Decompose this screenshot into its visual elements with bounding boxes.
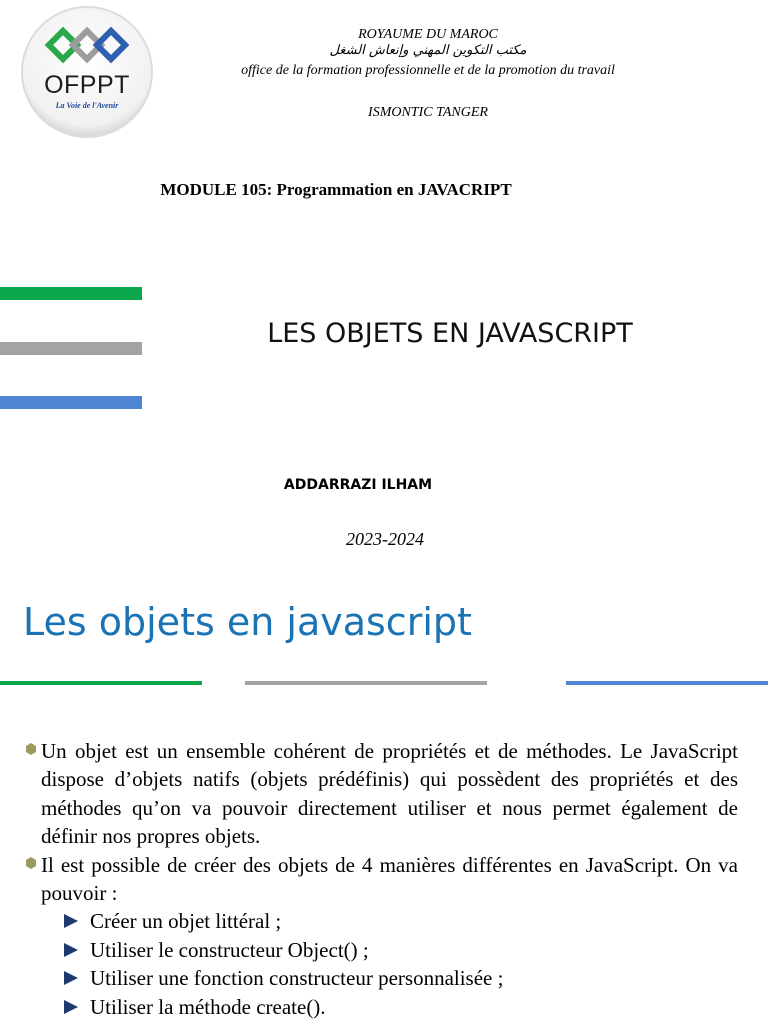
office-line: office de la formation professionnelle et de la promotion du travail	[241, 63, 615, 78]
academic-year: 2023-2024	[346, 529, 424, 549]
bullet-icon	[24, 742, 38, 756]
sub-item-text: Utiliser une fonction constructeur personnalisée ;	[90, 966, 504, 991]
arrow-bullet-icon	[64, 1000, 78, 1014]
arrow-bullet-icon	[64, 943, 78, 957]
sub-list-item	[24, 964, 738, 992]
arabic-office-line: مكتب التكوين المهني وإنعاش الشغل	[329, 43, 527, 58]
cover-title: LES OBJETS EN JAVASCRIPT	[267, 318, 633, 349]
green-divider	[0, 681, 202, 685]
author-name: ADDARRAZI ILHAM	[283, 477, 433, 493]
school-name: ISMONTIC TANGER	[368, 105, 488, 120]
module-title: MODULE 105: Programmation en JAVACRIPT	[160, 180, 512, 199]
arrow-bullet-icon	[64, 971, 78, 985]
gray-accent-bar	[0, 342, 142, 355]
list-item	[24, 737, 738, 851]
kingdom-line: ROYAUME DU MAROC	[358, 27, 498, 42]
green-accent-bar	[0, 287, 142, 300]
bullet-icon	[24, 856, 38, 870]
logo-wordmark: OFPPT	[44, 71, 130, 99]
gray-divider	[245, 681, 487, 685]
sub-list-item	[24, 993, 738, 1021]
bullet-text: Un objet est un ensemble cohérent de propriétés et de méthodes. Le JavaScript dispose d’objets natifs (objets prédéfinis) qui possèdent des propriétés et des méthodes qu’on va pouvoir directement utiliser et nous permet également de définir nos propres objets.	[41, 739, 738, 849]
list-item	[24, 851, 738, 908]
ofppt-logo	[20, 5, 154, 139]
sub-item-text: Créer un objet littéral ;	[90, 909, 282, 934]
slide-content	[24, 737, 738, 1021]
blue-accent-bar	[0, 396, 142, 409]
bullet-text: Il est possible de créer des objets de 4 manières différentes en JavaScript. On va pouvoir :	[41, 852, 738, 906]
logo-tagline: La Voie de l'Avenir	[55, 101, 119, 110]
blue-divider	[566, 681, 768, 685]
arrow-bullet-icon	[64, 914, 78, 928]
section-title: Les objets en javascript	[23, 600, 472, 644]
sub-list-item	[24, 907, 738, 935]
sub-item-text: Utiliser le constructeur Object() ;	[90, 937, 369, 962]
sub-item-text: Utiliser la méthode create().	[90, 994, 326, 1019]
sub-list-item	[24, 936, 738, 964]
